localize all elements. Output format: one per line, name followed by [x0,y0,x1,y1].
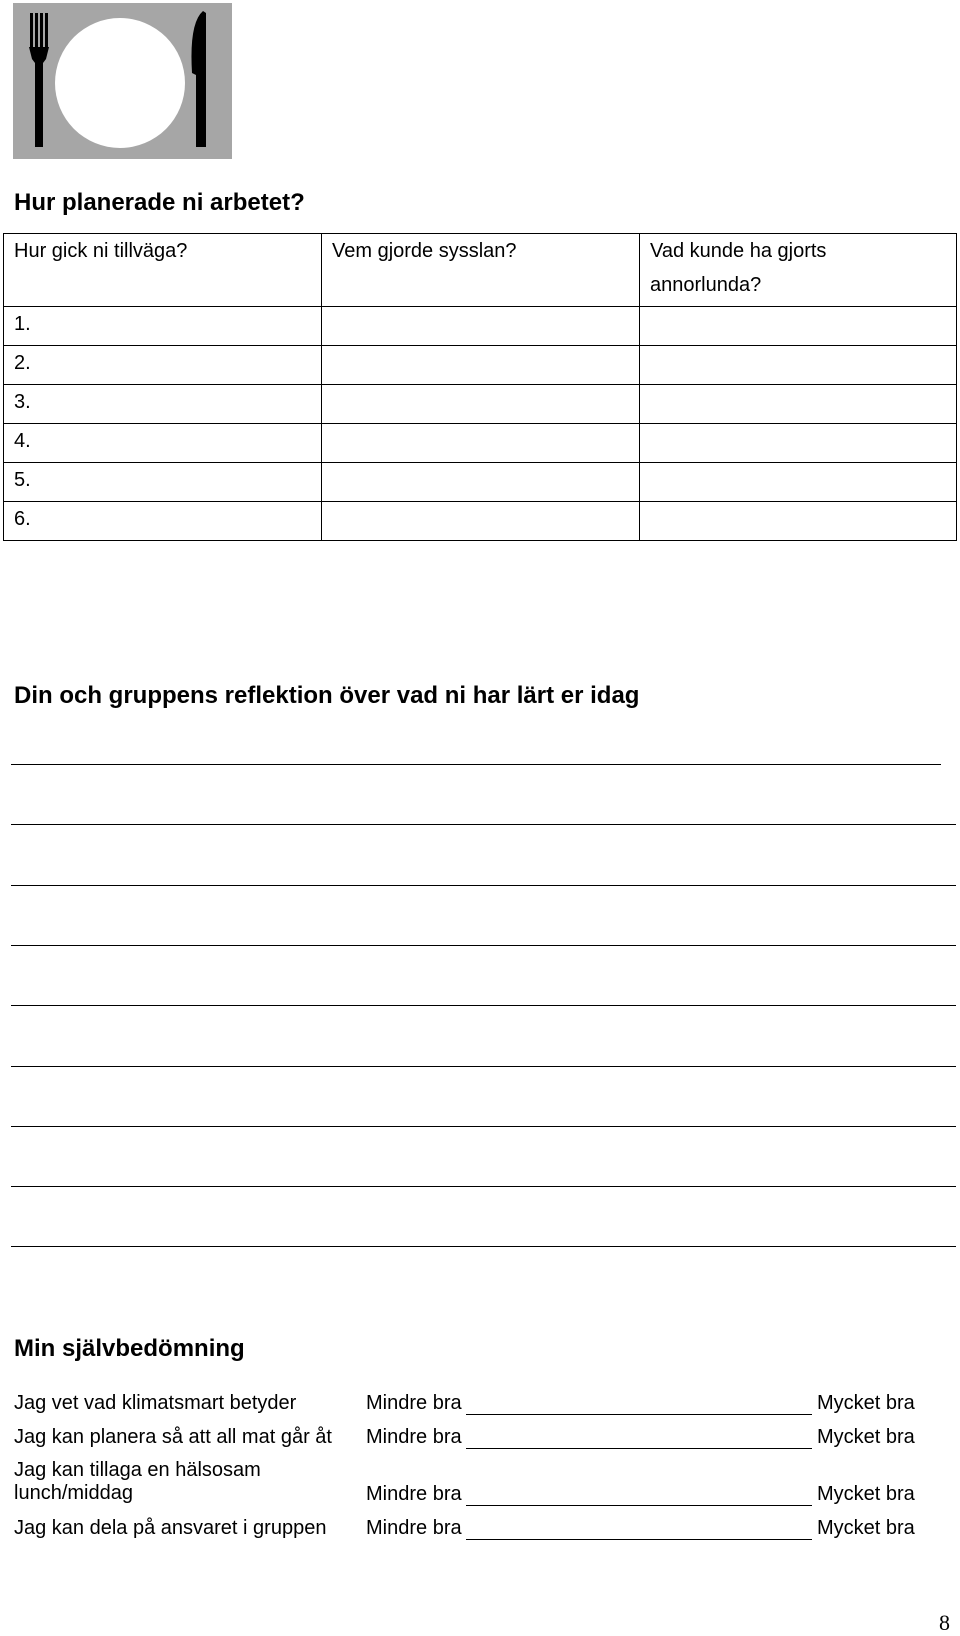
row-number: 1. [4,307,322,346]
statement: Jag kan tillaga en hälsosam lunch/middag [14,1459,261,1504]
rating-scale-line[interactable] [466,1414,812,1415]
row-what-cell[interactable] [640,307,957,346]
writing-line[interactable] [11,885,956,886]
row-what-cell[interactable] [640,424,957,463]
plan-table-header-row [4,234,957,307]
row-number: 6. [4,502,322,541]
rating-scale-line[interactable] [466,1448,812,1449]
writing-line[interactable] [11,1005,956,1006]
row-what-cell[interactable] [640,346,957,385]
row-who-cell[interactable] [322,424,640,463]
writing-line[interactable] [11,1186,956,1187]
scale-high-label: Mycket bra [817,1392,915,1414]
row-what-cell[interactable] [640,463,957,502]
row-who-cell[interactable] [322,346,640,385]
statement: Jag kan planera så att all mat går åt [14,1426,332,1448]
row-number: 4. [4,424,322,463]
scale-low-label: Mindre bra [366,1517,462,1539]
plan-heading: Hur planerade ni arbetet? [14,189,305,216]
header-who: Vem gjorde sysslan? [322,234,640,307]
statement: Jag vet vad klimatsmart betyder [14,1392,297,1414]
row-what-cell[interactable] [640,385,957,424]
rating-scale-line[interactable] [466,1539,812,1540]
row-number: 5. [4,463,322,502]
statement: Jag kan dela på ansvaret i gruppen [14,1517,327,1539]
scale-high-label: Mycket bra [817,1426,915,1448]
writing-line[interactable] [11,824,956,825]
table-row [4,346,957,385]
writing-line[interactable] [11,1066,956,1067]
row-what-cell[interactable] [640,502,957,541]
row-number: 3. [4,385,322,424]
header-how: Hur gick ni tillväga? [4,234,322,307]
plan-table [3,233,957,541]
reflection-heading: Din och gruppens reflektion över vad ni har lärt er idag [14,682,640,709]
scale-low-label: Mindre bra [366,1426,462,1448]
writing-line[interactable] [11,1126,956,1127]
writing-line[interactable] [11,1246,956,1247]
table-row [4,385,957,424]
row-who-cell[interactable] [322,502,640,541]
row-who-cell[interactable] [322,307,640,346]
table-row [4,424,957,463]
row-number: 2. [4,346,322,385]
row-who-cell[interactable] [322,385,640,424]
page-number: 8 [939,1610,950,1635]
scale-low-label: Mindre bra [366,1392,462,1414]
table-row [4,502,957,541]
table-row [4,463,957,502]
table-row [4,307,957,346]
writing-line[interactable] [11,945,956,946]
header-what-differently: Vad kunde ha gjorts annorlunda? [640,234,957,307]
writing-line[interactable] [11,764,941,765]
self-assessment-heading: Min självbedömning [14,1335,245,1362]
row-who-cell[interactable] [322,463,640,502]
rating-scale-line[interactable] [466,1505,812,1506]
plate-fork-knife-icon [13,3,232,159]
scale-high-label: Mycket bra [817,1483,915,1505]
scale-low-label: Mindre bra [366,1483,462,1505]
scale-high-label: Mycket bra [817,1517,915,1539]
